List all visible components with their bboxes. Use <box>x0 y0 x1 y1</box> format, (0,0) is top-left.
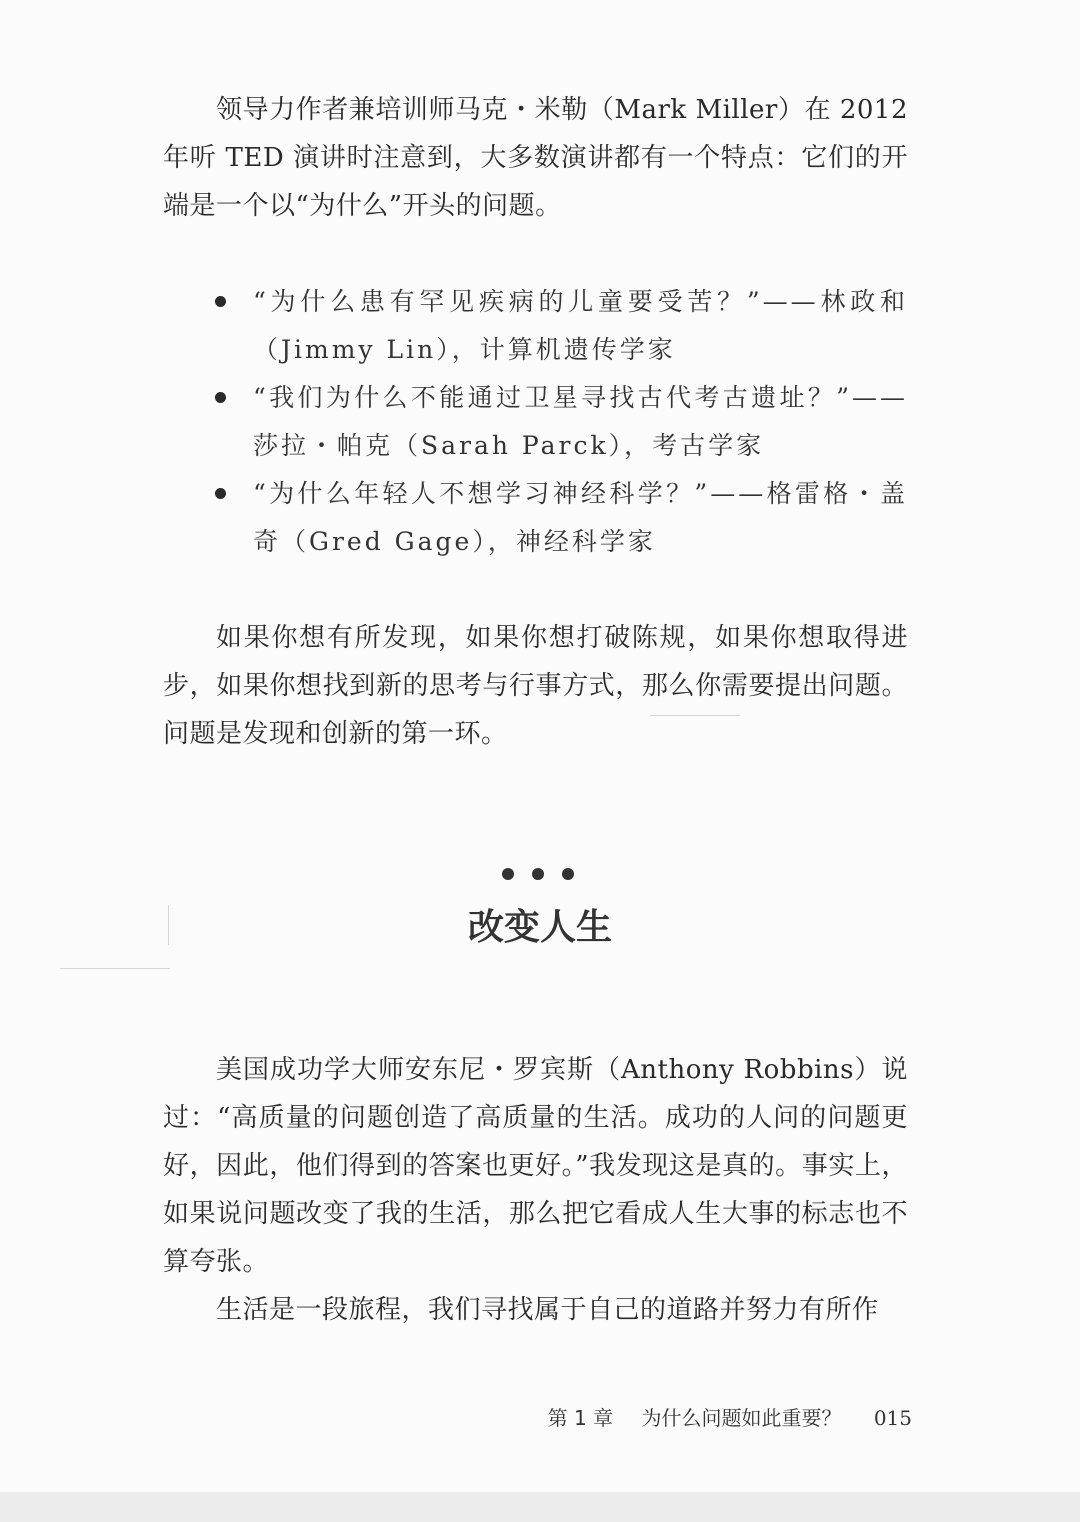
bullet-icon <box>215 296 226 307</box>
scan-artifact <box>60 968 170 969</box>
divider-dot-icon <box>532 868 544 880</box>
footer-chapter-title: 为什么问题如此重要？ <box>641 1406 842 1430</box>
page-number: 015 <box>873 1406 912 1430</box>
paragraph-journey: 生活是一段旅程，我们寻找属于自己的道路并努力有所作 <box>216 1295 879 1325</box>
scan-artifact <box>168 905 169 945</box>
scan-artifact <box>650 715 740 716</box>
list-item <box>163 374 908 470</box>
quote-list <box>163 278 908 566</box>
footer-chapter: 第 1 章 <box>547 1406 614 1430</box>
paragraph-questions: 如果你想有所发现，如果你想打破陈规，如果你想取得进步，如果你想找到新的思考与行事方式，那么你需要提出问题。问题是发现和创新的第一环。 <box>163 623 908 749</box>
divider-dot-icon <box>502 868 514 880</box>
section-title: 改变人生 <box>467 907 612 948</box>
quote-text: “为什么年轻人不想学习神经科学？”——格雷格・盖奇（Gred Gage），神经科学家 <box>253 479 908 556</box>
list-item <box>163 278 908 374</box>
quote-text: “我们为什么不能通过卫星寻找古代考古遗址？”——莎拉・帕克（Sarah Parck），考古学家 <box>253 383 908 460</box>
divider-dot-icon <box>562 868 574 880</box>
bullet-icon <box>215 392 226 403</box>
quote-text: “为什么患有罕见疾病的儿童要受苦？”——林政和（Jimmy Lin），计算机遗传学家 <box>253 287 908 364</box>
section-divider <box>490 868 590 884</box>
list-item <box>163 470 908 566</box>
page-footer <box>548 1403 912 1433</box>
bullet-icon <box>215 488 226 499</box>
paragraph-intro: 领导力作者兼培训师马克・米勒（Mark Miller）在 2012 年听 TED 演讲时注意到，大多数演讲都有一个特点：它们的开端是一个以“为什么”开头的问题。 <box>163 95 908 221</box>
paragraph-robbins: 美国成功学大师安东尼・罗宾斯（Anthony Robbins）说过：“高质量的问题创造了高质量的生活。成功的人问的问题更好，因此，他们得到的答案也更好。”我发现这是真的。事实上，如果说问题改变了我的生活，那么把它看成人生大事的标志也不算夸张。 <box>163 1055 908 1277</box>
